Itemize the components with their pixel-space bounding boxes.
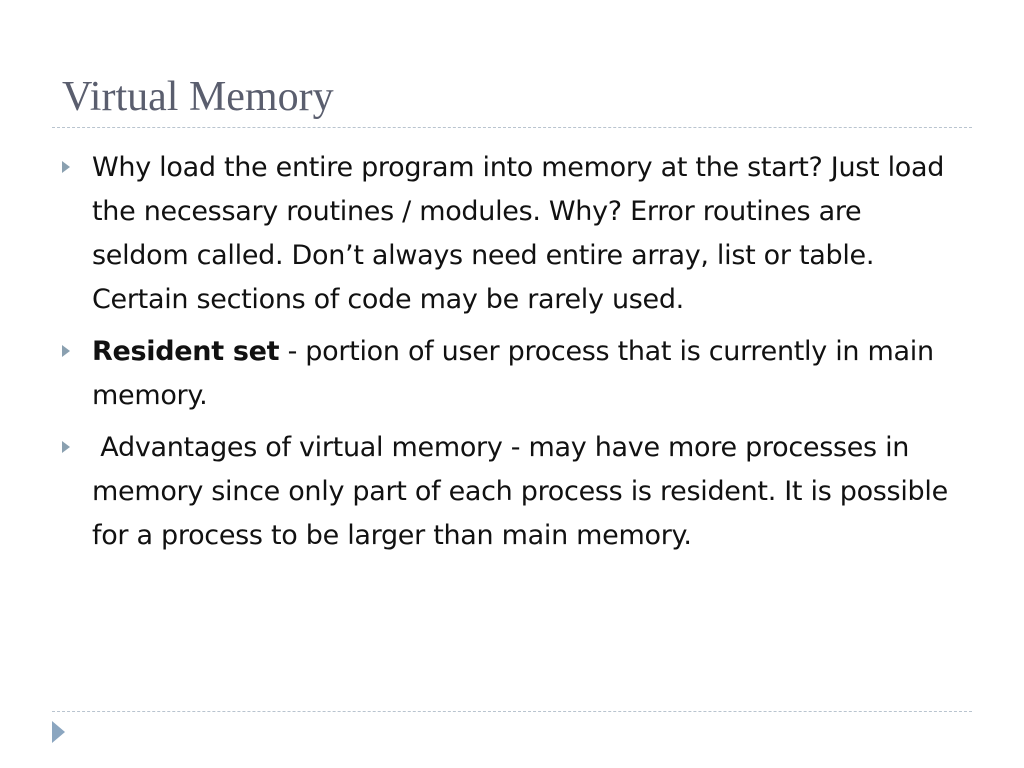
footer-divider xyxy=(52,711,972,712)
triangle-right-icon xyxy=(62,345,70,357)
slide-title: Virtual Memory xyxy=(62,74,334,120)
bullet-item-1 xyxy=(62,146,962,322)
title-divider xyxy=(52,127,972,128)
bullet-item-3 xyxy=(62,426,962,558)
bullet-text: Advantages of virtual memory - may have more processes in memory since only part of each process is resident. It is possible for a process to be larger than main memory. xyxy=(92,432,948,551)
bullet-list xyxy=(62,146,962,566)
bullet-term: Resident set xyxy=(92,336,280,367)
bullet-text: Why load the entire program into memory at the start? Just load the necessary routines / modules. Why? Error routines are seldom called. Don’t always need entire array, list or table. Certain sections of code may be rarely used. xyxy=(92,152,945,315)
bullet-item-2 xyxy=(62,330,962,418)
bullet-text: - portion of user process that is currently in main memory. xyxy=(92,336,934,411)
triangle-right-icon xyxy=(62,441,70,453)
triangle-right-icon xyxy=(62,161,70,173)
play-arrow-icon[interactable] xyxy=(52,721,65,743)
